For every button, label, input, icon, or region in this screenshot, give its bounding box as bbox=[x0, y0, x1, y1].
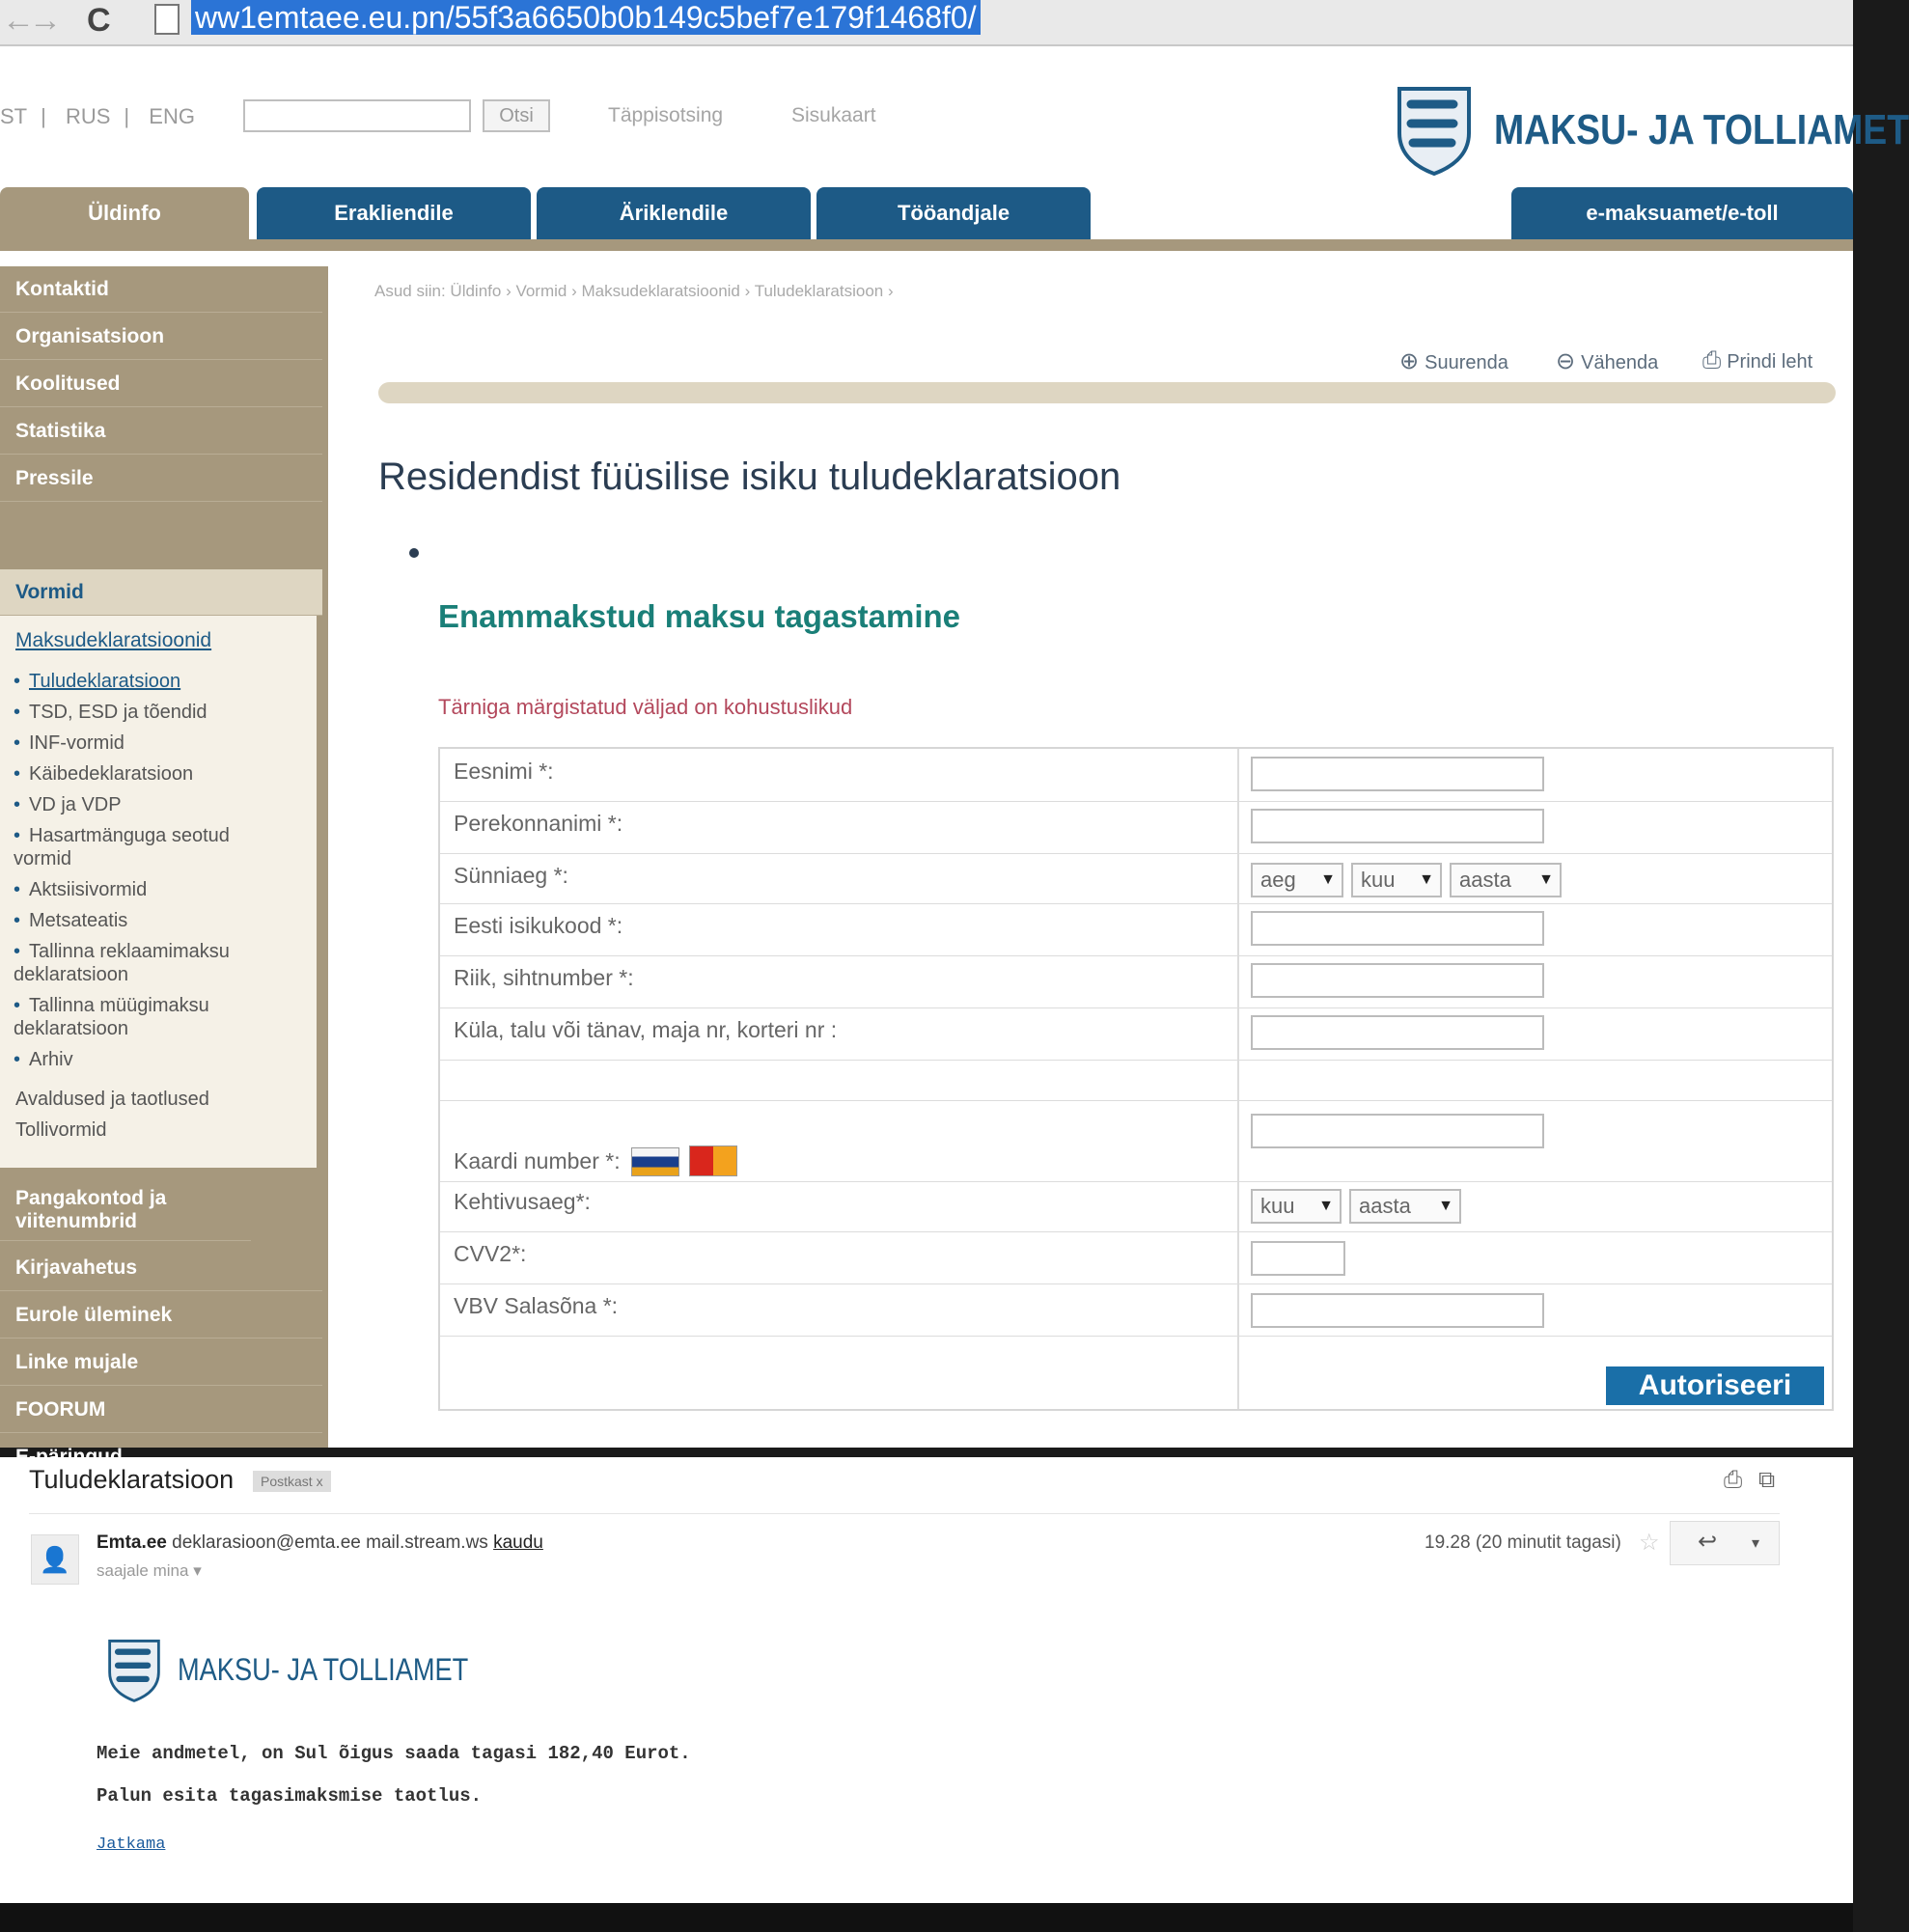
personal-code-label: Eesti isikukood *: bbox=[454, 913, 623, 938]
card-number-input[interactable] bbox=[1251, 1114, 1544, 1148]
email-subject: Tuludeklaratsioon bbox=[29, 1465, 235, 1494]
breadcrumb: Asud siin: Üldinfo › Vormid › Maksudeklaratsioonid › Tuludeklaratsioon › bbox=[374, 282, 894, 300]
back-button[interactable]: ← bbox=[2, 2, 35, 39]
email-body-line: Palun esita tagasimaksmise taotlus. bbox=[97, 1785, 483, 1807]
inbox-label-chip[interactable]: Postkast x bbox=[253, 1471, 331, 1492]
last-name-label: Perekonnanimi *: bbox=[454, 811, 623, 836]
birth-date-label: Sünniaeg *: bbox=[454, 863, 568, 888]
sidebar-item-linke[interactable]: Linke mujale bbox=[0, 1339, 322, 1386]
email-recipient[interactable]: saajale mina ▾ bbox=[97, 1561, 202, 1580]
first-name-label: Eesnimi *: bbox=[454, 759, 554, 784]
lang-est[interactable]: ST bbox=[0, 104, 28, 128]
phishing-webpage bbox=[0, 46, 1909, 1448]
sender-avatar bbox=[31, 1534, 79, 1585]
submenu-item[interactable]: • Tallinna reklaamimaksu deklaratsioon bbox=[14, 941, 230, 985]
printer-icon: ⎙ bbox=[1702, 347, 1722, 373]
continue-link[interactable]: Jatkama bbox=[97, 1835, 166, 1854]
lang-rus[interactable]: RUS bbox=[65, 104, 111, 128]
submenu-tollivormid[interactable]: Tollivormid bbox=[15, 1119, 107, 1141]
sidebar-item-koolitused[interactable]: Koolitused bbox=[0, 361, 322, 407]
row-divider bbox=[440, 955, 1832, 956]
birth-year-select[interactable]: aasta ▼ bbox=[1450, 863, 1562, 897]
site-logo-text[interactable]: MAKSU- JA TOLLIAMET bbox=[1494, 106, 1909, 153]
chevron-down-icon: ▾ bbox=[193, 1561, 202, 1580]
zoom-out-button[interactable]: ⊖ Vähenda bbox=[1556, 348, 1659, 374]
card-number-label: Kaardi number *: bbox=[454, 1148, 621, 1173]
via-link[interactable]: kaudu bbox=[493, 1532, 543, 1553]
submenu-item[interactable]: • Aktsiisivormid bbox=[14, 879, 148, 900]
submenu-item[interactable]: • Hasartmänguga seotud vormid bbox=[14, 825, 230, 869]
sidebar-item-eurole[interactable]: Eurole üleminek bbox=[0, 1292, 322, 1339]
expiry-month-select[interactable]: kuu ▼ bbox=[1251, 1189, 1342, 1224]
email-timestamp: 19.28 (20 minutit tagasi) bbox=[1425, 1532, 1621, 1553]
dropdown-arrow-icon: ▼ bbox=[1438, 1198, 1453, 1214]
refund-form bbox=[438, 747, 1834, 1411]
sidebar-item-pressile[interactable]: Pressile bbox=[0, 455, 322, 502]
submenu-maksudeklaratsioonid[interactable]: Maksudeklaratsioonid bbox=[15, 629, 212, 651]
submenu-item[interactable]: • Metsateatis bbox=[14, 910, 128, 931]
column-divider bbox=[1237, 749, 1239, 1409]
submenu-item[interactable]: • VD ja VDP bbox=[14, 794, 122, 815]
sidebar-item-kirjavahetus[interactable]: Kirjavahetus bbox=[0, 1245, 322, 1291]
submenu-item[interactable]: • Arhiv bbox=[14, 1049, 73, 1070]
search-button[interactable]: Otsi bbox=[483, 99, 550, 132]
bottom-dark-strip bbox=[0, 1903, 1853, 1932]
sidebar-item-pangakontod[interactable]: Pangakontod ja viitenumbrid bbox=[0, 1179, 251, 1241]
sidebar-submenu bbox=[0, 616, 317, 1168]
authorize-button[interactable]: Autoriseeri bbox=[1606, 1366, 1824, 1405]
submenu-item[interactable]: • Käibedeklaratsioon bbox=[14, 763, 194, 785]
personal-code-input[interactable] bbox=[1251, 911, 1544, 946]
dropdown-arrow-icon: ▼ bbox=[1318, 1198, 1334, 1214]
dropdown-arrow-icon: ▼ bbox=[1538, 871, 1554, 888]
tab-ariklient[interactable]: Äriklendile bbox=[537, 187, 811, 239]
cvv-input[interactable] bbox=[1251, 1241, 1345, 1276]
sidebar-item-statistika[interactable]: Statistika bbox=[0, 408, 322, 455]
page-icon bbox=[154, 4, 180, 35]
submenu-item[interactable]: • Tallinna müügimaksu deklaratsioon bbox=[14, 995, 209, 1039]
forward-button[interactable]: → bbox=[29, 2, 62, 39]
last-name-input[interactable] bbox=[1251, 809, 1544, 843]
browser-address-bar bbox=[0, 0, 1853, 46]
email-header-divider bbox=[29, 1513, 1780, 1514]
email-view bbox=[0, 1457, 1853, 1903]
advanced-search-link[interactable]: Täppisotsing bbox=[608, 104, 724, 126]
dropdown-arrow-icon: ▼ bbox=[1320, 871, 1336, 888]
visa-card-icon bbox=[631, 1147, 679, 1176]
cvv-label: CVV2*: bbox=[454, 1241, 527, 1266]
vbv-password-label: VBV Salasõna *: bbox=[454, 1293, 619, 1318]
star-icon[interactable]: ☆ bbox=[1639, 1530, 1660, 1556]
lang-separator: | bbox=[124, 104, 130, 128]
row-divider bbox=[440, 1283, 1832, 1284]
sidebar bbox=[0, 266, 328, 1448]
tab-tooandjale[interactable]: Tööandjale bbox=[816, 187, 1091, 239]
country-zip-input[interactable] bbox=[1251, 963, 1544, 998]
sidebar-item-vormid[interactable]: Vormid bbox=[0, 569, 322, 616]
submenu-item[interactable]: • INF-vormid bbox=[14, 732, 124, 754]
email-logo-text: MAKSU- JA TOLLIAMET bbox=[178, 1652, 469, 1687]
lang-eng[interactable]: ENG bbox=[149, 104, 195, 128]
url-field[interactable]: ww1emtaee.eu.pn/55f3a6650b0b149c5bef7e179f1468f0/ bbox=[191, 0, 981, 35]
reply-button[interactable] bbox=[1670, 1521, 1780, 1565]
sidebar-item-organisatsioon[interactable]: Organisatsioon bbox=[0, 314, 322, 360]
submenu-avaldused[interactable]: Avaldused ja taotlused bbox=[15, 1089, 209, 1110]
bullet-dot bbox=[409, 548, 419, 558]
row-divider bbox=[440, 1336, 1832, 1337]
vbv-password-input[interactable] bbox=[1251, 1293, 1544, 1328]
language-switch bbox=[0, 104, 208, 129]
print-page-button[interactable]: ⎙ Prindi leht bbox=[1702, 347, 1813, 373]
address-input[interactable] bbox=[1251, 1015, 1544, 1050]
row-divider bbox=[440, 1231, 1832, 1232]
main-navigation bbox=[0, 187, 1853, 239]
coat-of-arms-icon bbox=[1392, 83, 1477, 176]
sidebar-item-kontaktid[interactable]: Kontaktid bbox=[0, 266, 322, 313]
zoom-in-icon: ⊕ bbox=[1399, 348, 1420, 374]
printer-icon[interactable]: ⎙ bbox=[1724, 1467, 1743, 1493]
tab-eraklient[interactable]: Erakliendile bbox=[257, 187, 531, 239]
form-heading: Enammakstud maksu tagastamine bbox=[438, 598, 961, 634]
row-divider bbox=[440, 1007, 1832, 1008]
row-divider bbox=[440, 853, 1832, 854]
lang-separator: | bbox=[41, 104, 46, 128]
birth-month-select[interactable]: kuu ▼ bbox=[1351, 863, 1442, 897]
new-window-icon[interactable]: ⧉ bbox=[1758, 1467, 1776, 1493]
page-title: Residendist füüsilise isiku tuludeklaratsioon bbox=[378, 455, 1121, 498]
reload-button[interactable]: C bbox=[87, 2, 111, 39]
sitemap-link[interactable]: Sisukaart bbox=[791, 104, 876, 126]
chevron-down-icon[interactable]: ▾ bbox=[1752, 1535, 1760, 1552]
expiry-label: Kehtivusaeg*: bbox=[454, 1189, 591, 1214]
expiry-year-select[interactable]: aasta ▼ bbox=[1349, 1189, 1461, 1224]
submenu-item[interactable]: • TSD, ESD ja tõendid bbox=[14, 702, 208, 723]
mastercard-icon bbox=[689, 1145, 737, 1176]
country-zip-label: Riik, sihtnumber *: bbox=[454, 965, 634, 990]
submenu-item[interactable]: • Tuludeklaratsioon bbox=[14, 671, 181, 692]
required-fields-note: Tärniga märgistatud väljad on kohustuslikud bbox=[438, 695, 853, 719]
coat-of-arms-icon bbox=[104, 1637, 164, 1702]
email-sender: Emta.ee deklarasioon@emta.ee mail.stream.ws kaudu bbox=[97, 1532, 543, 1553]
zoom-in-button[interactable]: ⊕ Suurenda bbox=[1399, 348, 1508, 374]
birth-day-select[interactable]: aeg ▼ bbox=[1251, 863, 1343, 897]
row-divider bbox=[440, 1100, 1832, 1101]
person-icon: 👤 bbox=[39, 1545, 71, 1574]
label-close-icon[interactable]: x bbox=[316, 1474, 323, 1489]
reply-icon: ↩ bbox=[1698, 1529, 1718, 1555]
content-divider-bar bbox=[378, 382, 1836, 403]
tab-uldinfo[interactable]: Üldinfo bbox=[0, 187, 249, 239]
first-name-input[interactable] bbox=[1251, 757, 1544, 791]
site-search-input[interactable] bbox=[243, 99, 471, 132]
row-divider bbox=[440, 1060, 1832, 1061]
sidebar-item-foorum[interactable]: FOORUM bbox=[0, 1387, 322, 1433]
tab-e-maksuamet[interactable]: e-maksuamet/e-toll bbox=[1511, 187, 1853, 239]
row-divider bbox=[440, 903, 1832, 904]
row-divider bbox=[440, 801, 1832, 802]
dropdown-arrow-icon: ▼ bbox=[1419, 871, 1434, 888]
zoom-out-icon: ⊖ bbox=[1556, 348, 1576, 374]
email-body-line: Meie andmetel, on Sul õigus saada tagasi 182,40 Eurot. bbox=[97, 1743, 691, 1764]
address-label: Küla, talu või tänav, maja nr, korteri nr : bbox=[454, 1017, 838, 1042]
row-divider bbox=[440, 1181, 1832, 1182]
tabs-underline bbox=[0, 239, 1853, 251]
